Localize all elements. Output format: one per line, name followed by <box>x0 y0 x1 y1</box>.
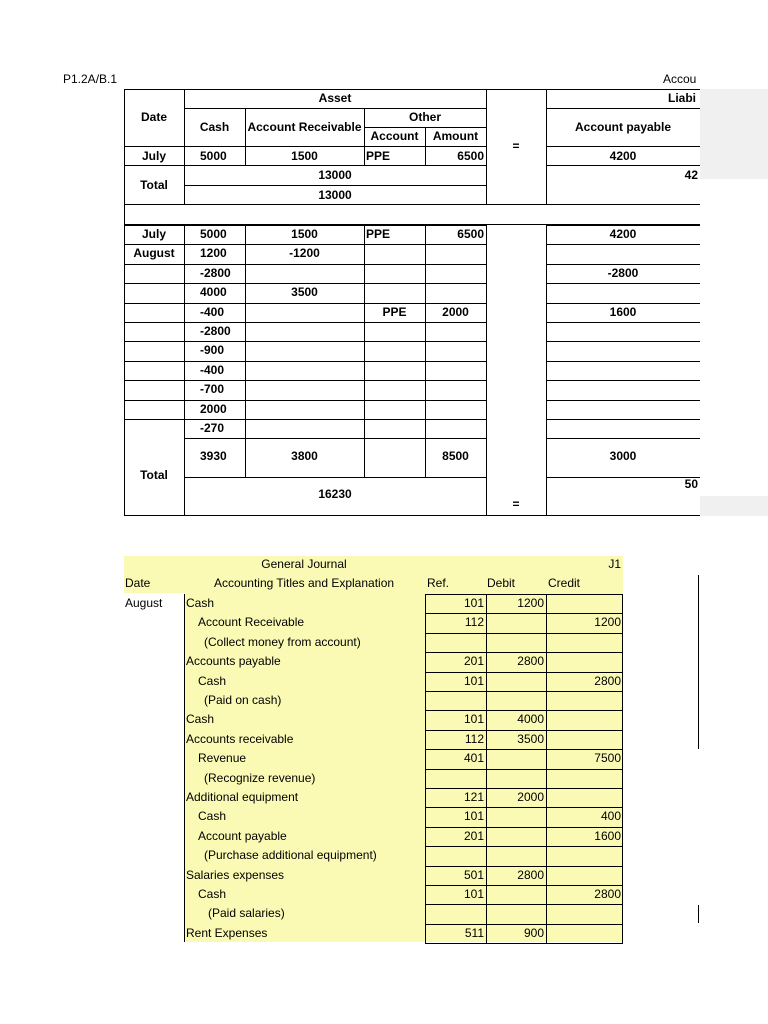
journal-ref: 112 <box>464 615 484 629</box>
row-1-ar: -1200 <box>289 246 320 260</box>
journal-debit-header: Debit <box>487 576 516 590</box>
grid-line <box>425 225 426 477</box>
grid-line <box>425 827 623 828</box>
grid-line <box>546 244 700 245</box>
journal-page-ref: J1 <box>608 557 621 571</box>
grid-line <box>546 303 700 304</box>
total-label-2: Total <box>140 468 168 482</box>
journal-debit: 2000 <box>517 790 544 804</box>
journal-entry-title: Revenue <box>198 751 247 765</box>
row-0-amount: 6500 <box>457 227 484 241</box>
journal-credit: 400 <box>600 809 621 823</box>
row-4-ap: 1600 <box>609 305 637 319</box>
journal-credit: 2800 <box>594 674 621 688</box>
grid-line <box>184 264 486 265</box>
grid-line <box>184 477 486 478</box>
grid-line <box>425 749 623 750</box>
grid-line <box>425 885 623 886</box>
grid-line <box>486 225 487 515</box>
grid-line <box>124 264 184 265</box>
journal-credit: 7500 <box>594 751 621 765</box>
row-1-date: August <box>133 246 175 260</box>
journal-ref: 501 <box>463 868 484 882</box>
row-0-account: PPE <box>366 227 391 241</box>
grid-line <box>184 341 486 342</box>
grid-line <box>124 361 184 362</box>
journal-ref: 121 <box>463 790 484 804</box>
problem-label: P1.2A/B.1 <box>63 72 118 86</box>
total-label: Total <box>140 178 168 192</box>
total-cash: 3930 <box>200 449 227 463</box>
journal-ref: 101 <box>463 887 484 901</box>
grid-line <box>425 866 623 867</box>
row-0-ar: 1500 <box>291 227 318 241</box>
july-date: July <box>141 149 166 163</box>
grid-line <box>184 244 486 245</box>
right-border-line-short <box>698 905 699 923</box>
grid-line <box>124 341 184 342</box>
grid-line <box>546 283 700 284</box>
journal-entry-title: Salaries expenses <box>186 868 285 882</box>
journal-entry-title: Rent Expenses <box>186 926 268 940</box>
journal-entry-title: Account Receivable <box>198 615 305 629</box>
grid-line <box>622 594 623 943</box>
july-ap: 4200 <box>609 149 637 163</box>
grid-line <box>425 652 623 653</box>
grid-line <box>425 788 623 789</box>
journal-date: August <box>125 596 163 610</box>
row-0-ap: 4200 <box>609 227 637 241</box>
grid-line <box>546 380 700 381</box>
row-4-cash: -400 <box>200 305 225 319</box>
grid-line <box>184 303 486 304</box>
ar-header: Account Receivable <box>247 120 362 134</box>
grid-line <box>124 419 184 420</box>
account-subheader: Account <box>370 129 419 143</box>
grid-line <box>245 225 246 477</box>
grid-line <box>546 400 700 401</box>
grid-line <box>184 594 185 942</box>
journal-ref: 511 <box>464 926 484 940</box>
journal-debit: 2800 <box>517 868 544 882</box>
grid-line <box>546 419 700 420</box>
row-2-ap: -2800 <box>607 266 639 280</box>
total-liabilities-cut: 42 <box>684 168 698 182</box>
grid-line <box>184 438 486 439</box>
journal-debit: 2800 <box>517 654 544 668</box>
journal-entry-title: Cash <box>186 712 215 726</box>
total-liabilities-cut-2: 50 <box>684 477 698 491</box>
grid-line <box>546 438 700 439</box>
grid-line <box>124 303 184 304</box>
journal-ref: 401 <box>463 751 484 765</box>
grid-line <box>546 322 700 323</box>
row-0-cash: 5000 <box>200 227 227 241</box>
asset-header: Asset <box>318 91 352 105</box>
journal-debit: 3500 <box>517 732 544 746</box>
grid-line <box>184 283 486 284</box>
grid-line <box>124 515 700 516</box>
grid-line <box>546 361 700 362</box>
grid-line <box>546 341 700 342</box>
grey-strip-bottom <box>700 496 768 516</box>
journal-entry-title: Accounts payable <box>186 654 281 668</box>
total-assets-2: 13000 <box>318 188 352 202</box>
grand-total: 16230 <box>318 487 352 501</box>
journal-debit: 1200 <box>517 596 544 610</box>
total-assets-1: 13000 <box>318 168 352 182</box>
row-4-account: PPE <box>382 305 407 319</box>
grid-line <box>184 361 486 362</box>
ap-header: Account payable <box>574 120 672 134</box>
grid-line <box>425 846 623 847</box>
journal-credit: 2800 <box>594 887 621 901</box>
total-ap: 3000 <box>609 449 637 463</box>
journal-entry-title: (Paid salaries) <box>208 906 285 920</box>
journal-titles-header: Accounting Titles and Explanation <box>213 576 395 590</box>
grid-line <box>124 322 184 323</box>
journal-entry-title: Additional equipment <box>186 790 299 804</box>
journal-entry-title: Cash <box>198 674 227 688</box>
grid-line <box>124 244 184 245</box>
grid-line <box>425 710 623 711</box>
grid-line <box>184 419 486 420</box>
grid-line <box>124 380 184 381</box>
grid-line <box>425 807 623 808</box>
journal-credit: 1200 <box>594 615 621 629</box>
grid-line <box>425 904 623 905</box>
grid-line <box>184 400 486 401</box>
row-10-cash: -270 <box>200 421 225 435</box>
grid-line <box>425 672 623 673</box>
journal-credit-header: Credit <box>548 576 581 590</box>
july-ar: 1500 <box>291 149 318 163</box>
grid-line <box>184 380 486 381</box>
journal-entry-title: (Collect money from account) <box>204 635 361 649</box>
row-2-cash: -2800 <box>200 266 231 280</box>
grid-line <box>425 691 623 692</box>
journal-ref: 101 <box>463 674 484 688</box>
grid-line <box>425 594 623 595</box>
journal-entry-title: (Purchase additional equipment) <box>204 848 377 862</box>
row-5-cash: -2800 <box>200 324 231 338</box>
row-3-ar: 3500 <box>291 285 318 299</box>
journal-ref: 201 <box>463 654 484 668</box>
journal-ref-header: Ref. <box>427 576 450 590</box>
journal-title: General Journal <box>261 557 347 571</box>
total-amount: 8500 <box>442 449 469 463</box>
grid-line <box>425 633 623 634</box>
row-0-date: July <box>141 227 166 241</box>
grid-line <box>425 924 623 925</box>
journal-entry-title: Cash <box>186 596 215 610</box>
other-header: Other <box>408 110 441 124</box>
cash-header: Cash <box>199 120 230 134</box>
cut-header-liabilities: Liabi <box>667 91 696 105</box>
row-1-cash: 1200 <box>200 246 227 260</box>
grid-line <box>546 264 700 265</box>
journal-entry-title: (Paid on cash) <box>204 693 282 707</box>
journal-entry-title: Account payable <box>198 829 287 843</box>
journal-credit: 1600 <box>594 829 621 843</box>
row-7-cash: -400 <box>200 363 225 377</box>
journal-entry-title: Cash <box>198 809 227 823</box>
grid-line <box>425 730 623 731</box>
cut-header-accounts: Accou <box>663 72 697 86</box>
date-header: Date <box>140 110 167 124</box>
july-account: PPE <box>366 149 391 163</box>
journal-debit: 4000 <box>517 712 544 726</box>
journal-ref: 101 <box>463 596 484 610</box>
grid-line <box>364 225 365 477</box>
equals-sign-2: = <box>512 497 520 511</box>
journal-entry-title: (Recognize revenue) <box>204 771 316 785</box>
row-6-cash: -900 <box>200 343 225 357</box>
grid-line <box>184 225 486 226</box>
july-cash: 5000 <box>200 149 227 163</box>
july-amount: 6500 <box>457 149 484 163</box>
journal-ref: 101 <box>463 809 484 823</box>
total-ar: 3800 <box>291 449 318 463</box>
journal-ref: 101 <box>463 712 484 726</box>
journal-debit: 900 <box>523 926 544 940</box>
journal-entry-title: Accounts receivable <box>186 732 294 746</box>
grid-line <box>124 225 184 226</box>
grid-line <box>546 225 700 226</box>
grid-line <box>425 613 623 614</box>
row-3-cash: 4000 <box>200 285 227 299</box>
journal-ref: 201 <box>463 829 484 843</box>
journal-date-header: Date <box>125 576 151 590</box>
grid-line <box>425 769 623 770</box>
grid-line <box>184 322 486 323</box>
grid-line <box>486 594 487 943</box>
row-8-cash: -700 <box>200 382 225 396</box>
grid-line <box>124 400 184 401</box>
row-9-cash: 2000 <box>200 402 227 416</box>
journal-entry-title: Cash <box>198 887 227 901</box>
amount-subheader: Amount <box>432 129 479 143</box>
grid-line <box>124 283 184 284</box>
grid-line <box>184 225 185 515</box>
grid-line <box>425 943 623 944</box>
journal-ref: 112 <box>464 732 484 746</box>
equals-sign: = <box>512 139 520 153</box>
right-border-line <box>698 575 699 749</box>
grey-strip-top <box>700 89 768 179</box>
row-4-amount: 2000 <box>442 305 469 319</box>
